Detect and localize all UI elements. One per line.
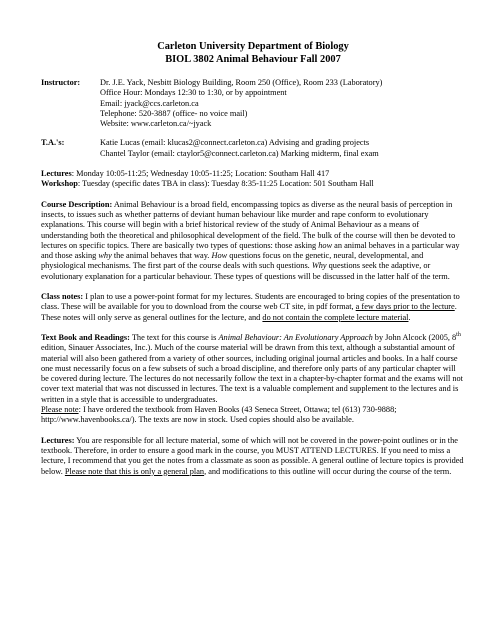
workshop-schedule [41, 179, 465, 189]
class-notes-underlined: a few days prior to the lecture [355, 302, 455, 312]
course-description-heading: Course Description: [41, 199, 113, 209]
document-title [41, 40, 465, 66]
schedule-block [41, 169, 465, 190]
course-description-emphasis: why [98, 251, 112, 261]
instructor-telephone: Telephone: 520-3887 (office- no voice mail) [100, 108, 248, 118]
course-description-text: an animal behaves in a particular way and those asking [41, 240, 460, 261]
textbook-note-label: Please note [41, 405, 79, 415]
textbook-paragraph [41, 333, 465, 426]
textbook-title: Animal Behaviour: An Evolutionary Approach [218, 332, 373, 342]
class-notes-text: . [408, 312, 411, 322]
lectures-text: You are responsible for all lecture material, some of which will not be covered in the power-point outlines or in the textbook. Therefore, in order to ensure a good mark in the course, you MUST ATTEND LECTURES. If you need to miss a lecture, I recommend that you get the notes from a classmate as soon as possible. A general outline of lecture topics is provided below. [41, 435, 464, 476]
class-notes-text: . These notes will only serve as general outlines for the lecture, and [41, 302, 457, 322]
lectures-underlined: Please note that this is only a general plan [64, 466, 205, 476]
textbook-text: edition, Sinauer Associates, Inc.). Much of the course material will be drawn from this text, although a substantial amount of material will also been gathered from a variety of other sources, including original journal articles and books. In a half course one must necessarily focus on a few subsets of such a broad discipline, and therefore only parts of any particular chapter will be covered during lecture. The lectures do not necessarily follow the text in a chapter-by-chapter format and the exams will not cover text material that was not discussed in lectures. The text is a valuable complement and supplement to the lectures and is written in a style that is accessible to undergraduates. [41, 343, 463, 404]
course-description-emphasis: how [318, 240, 333, 250]
ta-details [100, 138, 465, 159]
textbook-note-text: : I have ordered the textbook from Haven Books (43 Seneca Street, Ottawa; tel (613) 730-9888; http://www.havenbooks.ca/). The texts are now in stock. Used copies should also be available. [41, 405, 397, 425]
department-heading: Carleton University Department of Biology [157, 41, 349, 52]
lectures-schedule-text: : Monday 10:05-11:25; Wednesday 10:05-11:25; Location: Southam Hall 417 [71, 169, 330, 179]
lectures-schedule [41, 169, 465, 179]
instructor-office-hour: Office Hour: Mondays 12:30 to 1:30, or by appointment [100, 88, 287, 98]
instructor-details [100, 78, 465, 129]
course-description-text: the animal behaves that way. [111, 251, 212, 261]
instructor-website: Website: www.carleton.ca/~jyack [100, 119, 212, 129]
lectures-heading: Lectures: [41, 435, 75, 445]
course-heading: BIOL 3802 Animal Behaviour Fall 2007 [165, 54, 341, 65]
course-description-emphasis: How [211, 251, 228, 261]
class-notes-paragraph [41, 292, 465, 323]
workshop-schedule-label: Workshop [41, 179, 78, 189]
ta-chantel: Chantel Taylor (email: ctaylor5@connect.carleton.ca) Marking midterm, final exam [100, 148, 379, 158]
course-description-emphasis: Why [311, 261, 327, 271]
course-description-paragraph [41, 200, 465, 282]
ta-katie: Katie Lucas (email: klucas2@connect.carleton.ca) Advising and grading projects [100, 138, 370, 148]
class-notes-underlined: do not contain the complete lecture material [262, 312, 409, 322]
workshop-schedule-text: : Tuesday (specific dates TBA in class): Tuesday 8:35-11:25 Location: 501 Southam Hall [77, 179, 374, 189]
textbook-edition-superscript: th [456, 332, 461, 339]
instructor-label: Instructor: [41, 78, 81, 87]
textbook-text: The text for this course is [129, 332, 219, 342]
ta-block [41, 138, 465, 159]
textbook-heading: Text Book and Readings: [41, 332, 130, 342]
course-description-text: questions focus on the genetic, neural, developmental, and physiological mechanisms. The first part of the course deals with such questions. [41, 251, 424, 271]
course-description-text: questions seek the adaptive, or evolutionary explanation for a particular behaviour. These types of questions will be discussed in the latter half of the term. [41, 261, 450, 281]
class-notes-text: I plan to use a power-point format for my lectures. Students are encouraged to bring copies of the presentation to class. These will be available for you to download from the course web CT site, in pdf format, [41, 292, 460, 312]
lectures-paragraph [41, 436, 465, 477]
lectures-text: , and modifications to this outline will occur during the course of the term. [204, 466, 452, 476]
instructor-office: Dr. J.E. Yack, Nesbitt Biology Building, Room 250 (Office), Room 233 (Laboratory) [100, 78, 383, 87]
instructor-email: Email: jyack@ccs.carleton.ca [100, 98, 199, 108]
lectures-schedule-label: Lectures [41, 169, 72, 179]
course-description-text: Animal Behaviour is a broad field, encompassing topics as diverse as the neural basis of perception in insects, to issues such as whether patterns of deviant human behaviour like murder and rape conform to evolutionary explanations. This course will begin with a brief historical review of the study of Animal Behaviour as a means of understanding both the theoretical and philosophical development of the field. The bulk of the course will then be devoted to lectures on specific topics. There are basically two types of questions: those asking [41, 199, 456, 250]
class-notes-heading: Class notes: [41, 292, 84, 302]
textbook-text: by John Alcock (2005, 8 [372, 332, 457, 342]
ta-label: T.A.'s: [41, 138, 65, 148]
instructor-block [41, 78, 465, 129]
